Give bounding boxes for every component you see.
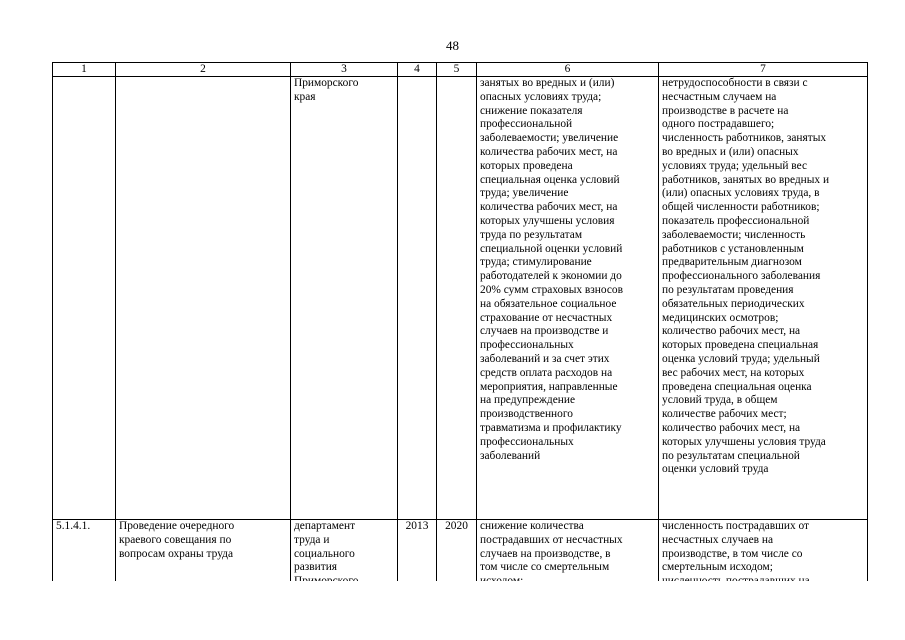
cell-text-line: профессиональных [480, 339, 574, 352]
cell-text-line: количество рабочих мест, на [662, 421, 801, 434]
header-row [53, 63, 868, 77]
cell-text-line: обязательных периодических [662, 297, 805, 310]
cell-text-line: показатель профессиональной [662, 214, 810, 227]
cell-text-line: средств оплата расходов на [480, 366, 613, 379]
cell-text-line: заболеваемости; увеличение [480, 132, 619, 145]
cell-text-line: том числе со смертельным [480, 561, 610, 574]
cell-text-line: занятых во вредных и (или) [480, 77, 615, 89]
cell-text-line: на обязательное социальное [480, 297, 617, 310]
cell-text-line: случаев на производстве и [480, 325, 609, 338]
cell-text-line: количество рабочих мест, на [662, 325, 801, 338]
cell-text-line: департамент [294, 520, 356, 532]
cell-text-line: 20% сумм страховых взносов [480, 283, 623, 296]
row1-expected-result-cell [477, 77, 659, 520]
cell-text-line: пострадавших от несчастных [480, 533, 623, 546]
cell-text-line: одного пострадавшего; [662, 118, 775, 131]
cell-text-line: нетрудоспособности в связи с [662, 77, 808, 89]
cell-text-line: по результатам специальной [662, 449, 800, 462]
row2-end-year-cell: 2020 [437, 520, 477, 600]
cell-text-line: социального [294, 547, 355, 560]
header-cell-6: 6 [477, 63, 659, 77]
cell-text-line: снижение показателя [480, 104, 583, 117]
cell-text-line: предварительным диагнозом [662, 256, 802, 269]
cell-text-line: профессиональных [480, 435, 574, 448]
row1-executor-cell [291, 77, 398, 520]
row2-start-year-cell: 2013 [398, 520, 437, 600]
cell-text-line: заболеваемости; численность [662, 228, 806, 241]
cell-text-line: края [294, 90, 316, 103]
cell-text-line: вопросам охраны труда [119, 547, 234, 560]
cell-text-line: оценки условий труда [662, 463, 769, 476]
cell-text-line: работодателей к экономии до [480, 270, 622, 283]
cell-text-line: количестве рабочих мест; [662, 408, 787, 421]
header-cell-3: 3 [291, 63, 398, 77]
cell-text-line: опасных условиях труда; [480, 90, 602, 103]
cell-text-line: медицинских осмотров; [662, 311, 779, 324]
cell-text-line: производстве в расчете на [662, 104, 789, 117]
plan-table [52, 62, 868, 600]
cell-text-line: на предупреждение [480, 394, 576, 407]
cell-text-line: труда и [294, 533, 330, 546]
cell-text-line: заболеваний и за счет этих [480, 352, 610, 365]
cell-text-line: несчастных случаев на [662, 533, 774, 546]
header-cell-1: 1 [53, 63, 116, 77]
cell-text-line: производственного [480, 408, 573, 421]
page-bottom-margin [0, 581, 905, 640]
row1-end-year-cell [437, 77, 477, 520]
row1-start-year-cell [398, 77, 437, 520]
cell-text-line: развития [294, 561, 338, 574]
cell-text-line: условий труда, в общем [662, 394, 778, 407]
cell-text-line: во вредных и (или) опасных [662, 145, 799, 158]
cell-text-line: которых улучшены условия труда [662, 435, 826, 448]
row2-number-cell: 5.1.4.1. [53, 520, 116, 600]
header-cell-4: 4 [398, 63, 437, 77]
cell-text-line: смертельным исходом; [662, 561, 773, 574]
cell-text-line: (или) опасных условиях труда, в [662, 187, 820, 200]
row1-indicators-cell [659, 77, 868, 520]
page-number: 48 [446, 38, 459, 53]
cell-text-line: количества рабочих мест, на [480, 145, 618, 158]
cell-text-line: численность работников, занятых [662, 132, 827, 145]
cell-text-line: вес рабочих мест, на которых [662, 366, 805, 379]
cell-text-line: специальная оценка условий [480, 173, 620, 186]
cell-text-line: проведена специальная оценка [662, 380, 812, 393]
header-cell-2: 2 [116, 63, 291, 77]
cell-text-line: общей численности работников; [662, 201, 820, 214]
cell-text-line: труда; стимулирование [480, 256, 592, 269]
header-cell-5: 5 [437, 63, 477, 77]
cell-text-line: численность пострадавших от [662, 520, 810, 532]
cell-text-line: несчастным случаем на [662, 90, 777, 103]
cell-text-line: работников, занятых во вредных и [662, 173, 830, 186]
cell-text-line: условиях труда; удельный вес [662, 159, 807, 172]
table-row [53, 77, 868, 520]
cell-text-line: которых проведена специальная [662, 339, 819, 352]
cell-text-line: труда по результатам [480, 228, 583, 241]
row1-number-cell [53, 77, 116, 520]
cell-text-line: количества рабочих мест, на [480, 201, 618, 214]
cell-text-line: которых проведена [480, 159, 573, 172]
cell-text-line: которых улучшены условия [480, 214, 615, 227]
cell-text-line: Проведение очередного [119, 520, 235, 532]
cell-text-line: специальной оценки условий [480, 242, 623, 255]
cell-text-line: случаев на производстве, в [480, 547, 611, 560]
cell-text-line: производстве, в том числе со [662, 547, 803, 560]
cell-text-line: профессиональной [480, 118, 573, 131]
cell-text-line: краевого совещания по [119, 533, 232, 546]
header-cell-7: 7 [659, 63, 868, 77]
cell-text-line: оценка условий труда; удельный [662, 352, 820, 365]
cell-text-line: по результатам проведения [662, 283, 794, 296]
cell-text-line: снижение количества [480, 520, 584, 532]
cell-text-line: профессионального заболевания [662, 270, 821, 283]
cell-text-line: Приморского [294, 77, 359, 89]
cell-text-line: травматизма и профилактику [480, 421, 622, 434]
row1-activity-cell [116, 77, 291, 520]
cell-text-line: заболеваний [480, 449, 541, 462]
cell-text-line: страхование от несчастных [480, 311, 613, 324]
cell-text-line: работников с установленным [662, 242, 804, 255]
cell-text-line: мероприятия, направленные [480, 380, 618, 393]
cell-text-line: труда; увеличение [480, 187, 569, 200]
